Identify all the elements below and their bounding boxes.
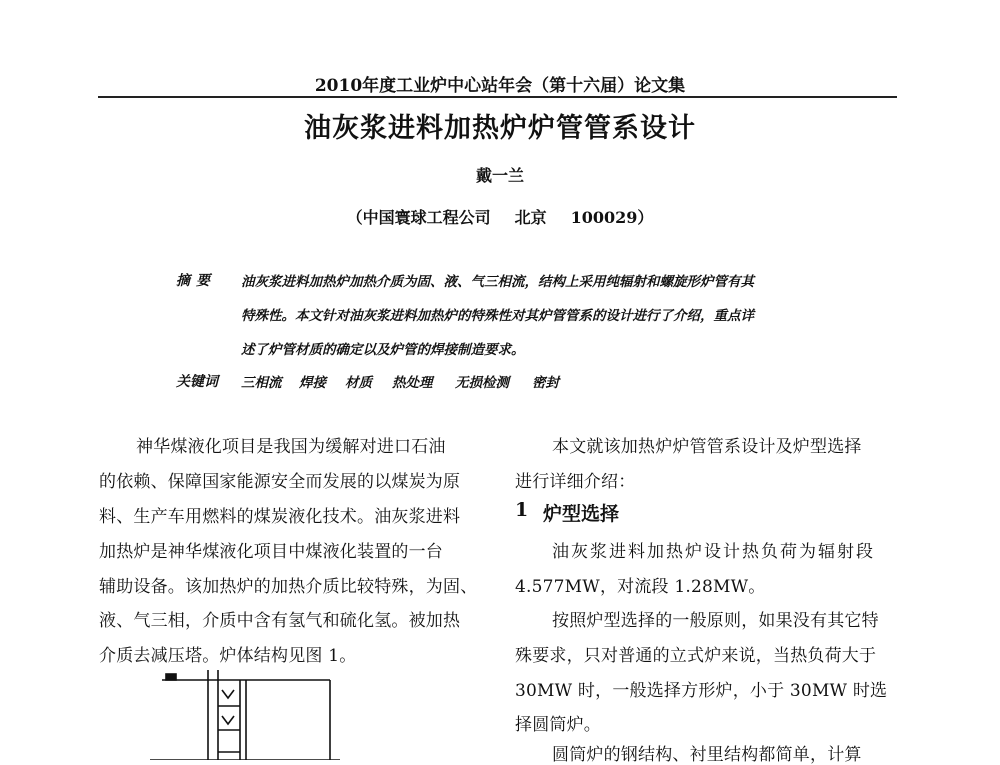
body-line: 油灰浆进料加热炉设计热负荷为辐射段 [552,542,875,562]
body-line: 液、气三相，介质中含有氢气和硫化氢。被加热 [99,611,461,631]
abstract-line: 特殊性。本文针对油灰浆进料加热炉的特殊性对其炉管管系的设计进行了介绍，重点详 [241,308,754,324]
affiliation-zip: 100029） [570,208,654,227]
body-line: 介质去减压塔。炉体结构见图 1。 [99,646,357,666]
keyword: 热处理 [392,375,433,391]
keyword: 密封 [532,375,559,391]
figure-flange [166,674,176,680]
body-line: 进行详细介绍： [515,472,636,492]
body-line: 料、生产车用燃料的煤炭液化技术。油灰浆进料 [99,507,461,527]
body-line: 殊要求，只对普通的立式炉来说，当热负荷大于 [515,646,877,666]
furnace-figure [150,668,340,760]
body-line: 加热炉是神华煤液化项目中煤液化装置的一台 [99,542,443,562]
keyword: 三相流 [241,375,282,391]
header-rule [98,96,897,98]
body-line: 4.577MW，对流段 1.28MW。 [515,577,766,597]
keyword: 焊接 [299,375,326,391]
abstract-line: 油灰浆进料加热炉加热介质为固、液、气三相流，结构上采用纯辐射和螺旋形炉管有其 [241,274,754,290]
body-line: 辅助设备。该加热炉的加热介质比较特殊，为固、 [99,577,478,597]
keyword: 无损检测 [455,375,509,391]
figure-valve [222,716,234,724]
paper-title: 油灰浆进料加热炉炉管管系设计 [304,113,696,144]
section-number: 1 [515,499,529,521]
keyword: 材质 [345,375,372,391]
affiliation-city: 北京 [514,208,547,227]
keywords-label: 关键词 [176,374,218,390]
affiliation-org: （中国寰球工程公司 [346,208,491,227]
body-line: 神华煤液化项目是我国为缓解对进口石油 [136,437,446,457]
author-name: 戴一兰 [475,166,524,185]
body-line: 的依赖、保障国家能源安全而发展的以煤炭为原 [99,472,461,492]
section-title: 炉型选择 [543,503,620,525]
affiliation [0,205,1000,228]
body-line: 本文就该加热炉炉管管系设计及炉型选择 [552,437,862,457]
abstract-line: 述了炉管材质的确定以及炉管的焊接制造要求。 [241,342,525,358]
body-line: 圆筒炉的钢结构、衬里结构都简单，计算 [552,745,862,765]
body-line: 择圆筒炉。 [515,715,601,735]
figure-valve [222,690,234,698]
running-header: 2010年度工业炉中心站年会（第十六届）论文集 [314,76,686,96]
body-line: 30MW 时，一般选择方形炉，小于 30MW 时选 [515,681,888,701]
body-line: 按照炉型选择的一般原则，如果没有其它特 [552,611,879,631]
abstract-label: 摘要 [176,273,216,289]
